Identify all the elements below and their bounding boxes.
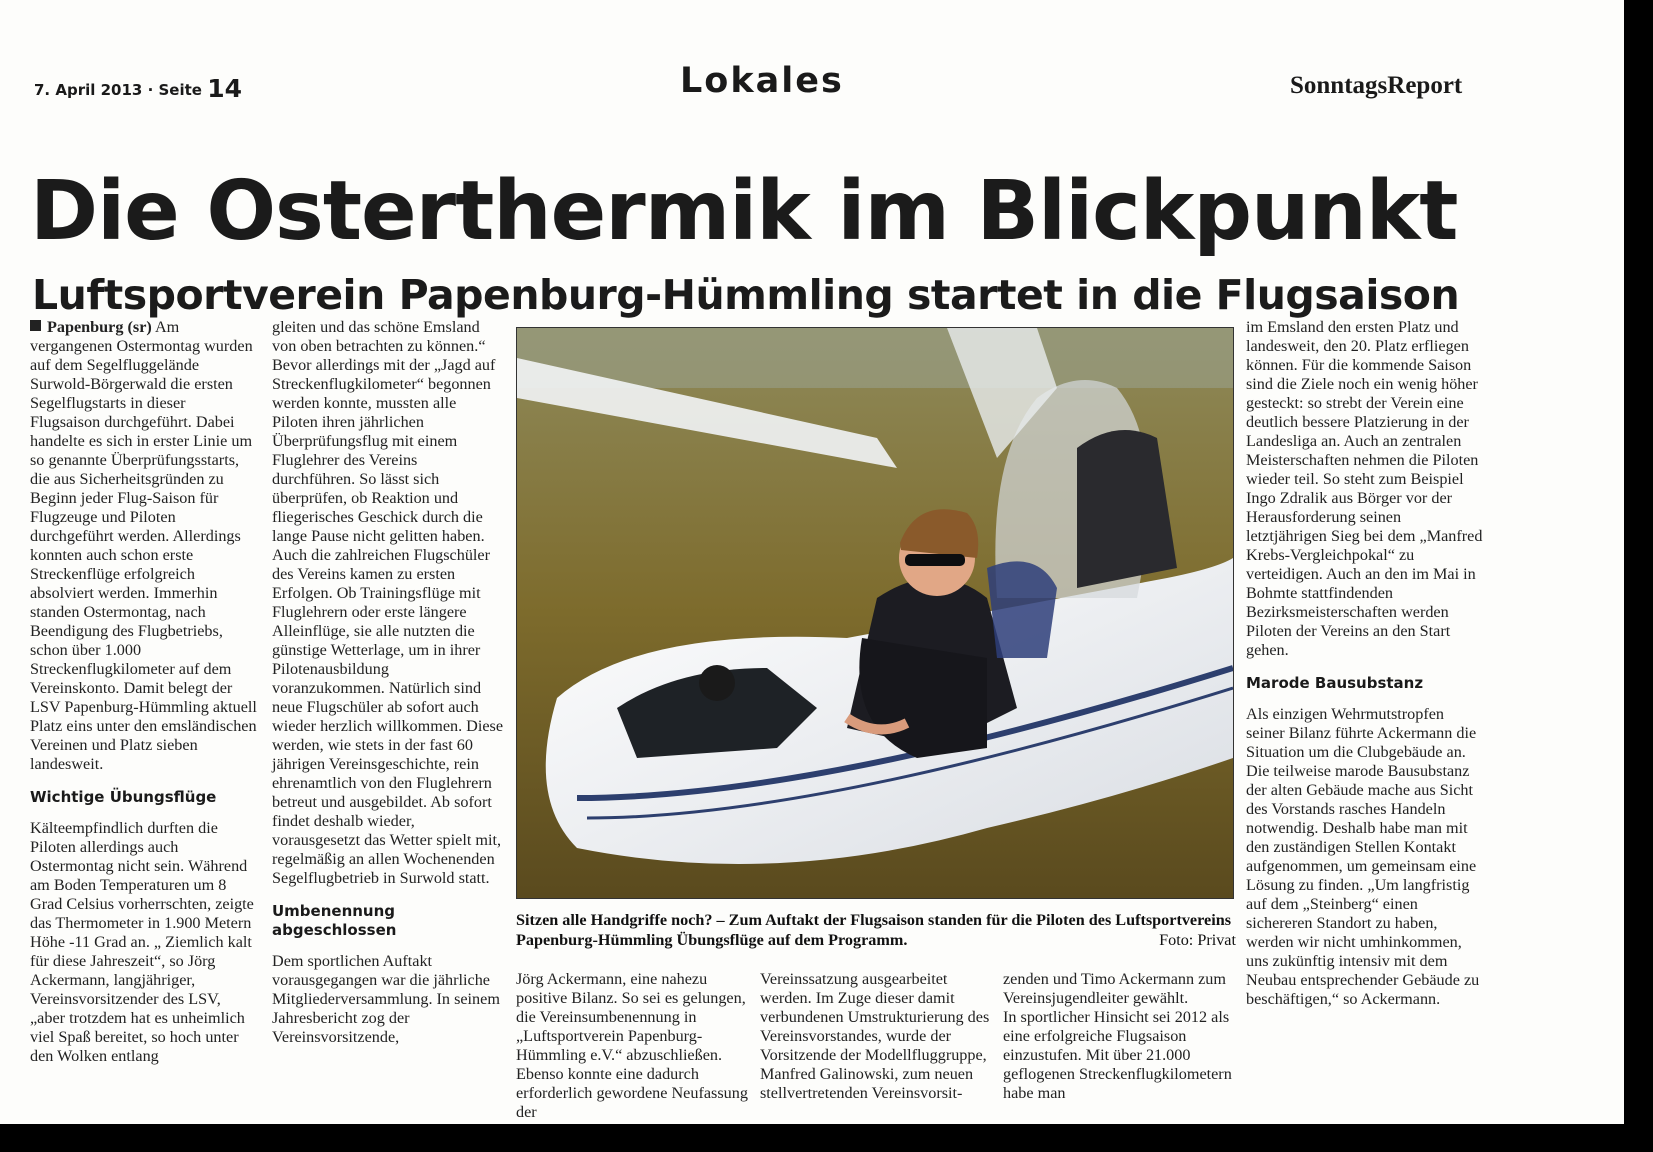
subheading-marode-bausubstanz: Marode Bausubstanz <box>1246 674 1424 692</box>
article-photo <box>516 327 1234 899</box>
column-4-text-1: Vereinssatzung ausgearbeitet werden. Im Zuge dieser damit verbundenen Umstrukturierung des Vereinsvorstandes, wurde der Vorsitzende der Modellfluggruppe, Manfred Galinowski, zum neuen stellvertretenden Vereinsvorsit- <box>760 970 990 1102</box>
column-6-text-2: Als einzigen Wehrmutstropfen seiner Bilanz führte Ackermann die Situation um die Clubgebäude an. Die teilweise marode Bausubstanz der alten Gebäude mache aus Sicht des Vorstands rasches Handeln notwendig. Deshalb habe man mit den zuständigen Stellen Kontakt aufgenommen, um gemeinsam eine Lösung zu finden. „Um langfristig auf dem „Steinberg“ einen sichereren Standort zu haben, werden wir nicht umhinkommen, uns zukünftig intensiv mit dem Neubau entsprechender Gebäude zu beschäftigen,“ so Ackermann. <box>1246 705 1480 1008</box>
column-1-text-2: Kälteempfindlich durften die Piloten allerdings auch Ostermontag nicht sein. Während am Boden Temperaturen um 8 Grad Celsius vorherrschten, zeigte das Thermometer in 1.900 Metern Höhe -11 Grad an. „ Ziemlich kalt für diese Jahreszeit“, so Jörg Ackermann, langjähriger, Vereinsvorsitzender des LSV, „aber trotzdem hat es unheimlich viel Spaß bereitet, so hoch unter den Wolken entlang <box>30 819 254 1065</box>
masthead-page-number: 14 <box>207 74 242 103</box>
headline: Die Osterthermik im Blickpunkt <box>30 163 1458 259</box>
article-column-4 <box>760 970 992 1103</box>
photo-credit: Foto: Privat <box>1159 931 1236 949</box>
column-5-text-2: In sportlicher Hinsicht sei 2012 als eine erfolgreiche Flugsaison einzustufen. Mit über 21.000 geflogenen Streckenflugkilometern habe man <box>1003 1008 1232 1102</box>
article-column-6 <box>1246 318 1484 1009</box>
article-column-5 <box>1003 970 1235 1103</box>
masthead-section: Lokales <box>680 61 844 101</box>
masthead-publication: SonntagsReport <box>1290 72 1463 99</box>
column-1-text-1: Am vergangenen Ostermontag wurden auf dem Segelfluggelände Surwold-Börgerwald die ersten Segelflugstarts in dieser Flugsaison durchgeführt. Dabei handelte es sich in erster Linie um so genannte Überprüfungsstarts, die aus Sicherheitsgründen zu Beginn jeder Flug-Saison für Flugzeuge und Piloten durchgeführt werden. Allerdings konnten auch schon erste Streckenflüge erfolgreich absolviert werden. Immerhin standen Ostermontag, nach Beendigung des Flugbetriebs, schon über 1.000 Streckenflugkilometer auf dem Vereinskonto. Damit belegt der LSV Papenburg-Hümmling aktuell Platz eins unter den emsländischen Vereinen und Platz sieben landesweit. <box>30 318 257 773</box>
article-column-1 <box>30 318 258 1066</box>
column-2-text-1: gleiten und das schöne Emsland von oben betrachten zu können.“ <box>272 318 486 355</box>
masthead-date <box>34 74 242 103</box>
column-2-text-2: Bevor allerdings mit der „Jagd auf Streckenflugkilometer“ begonnen werden konnte, mussten alle Piloten ihren jährlichen Überprüfungsflug mit einem Fluglehrer des Vereins durchführen. So lässt sich überprüfen, ob Reaktion und fliegerisches Geschick durch die lange Pause nicht gelitten haben. <box>272 356 496 545</box>
column-6-text-1: im Emsland den ersten Platz und landesweit, den 20. Platz erfliegen können. Für die kommende Saison sind die Ziele noch ein wenig höher gesteckt: so strebt der Verein eine deutlich bessere Platzierung in der Landesliga an. Auch an zentralen Meisterschaften nehmen die Piloten wieder teil. So steht zum Beispiel Ingo Zdralik aus Börger vor der Herausforderung seinen letztjährigen Sieg bei dem „Manfred Krebs-Vergleichpokal“ zu verteidigen. Auch an den im Mai in Bohmte stattfindenden Bezirksmeisterschaften werden Piloten der Vereins an den Start gehen. <box>1246 318 1483 659</box>
column-2-text-4: Dem sportlichen Auftakt vorausgegangen war die jährliche Mitgliederversammlung. In seinem Jahresbericht zog der Vereinsvorsitzende, <box>272 952 500 1046</box>
dateline: Papenburg (sr) <box>47 318 152 336</box>
photo-caption <box>516 910 1236 950</box>
subheading-wichtige-uebungsfluege: Wichtige Übungsflüge <box>30 788 217 806</box>
bullet-square-icon <box>30 320 41 331</box>
column-1-paragraph-1 <box>30 318 258 774</box>
column-3-text-1: Jörg Ackermann, eine nahezu positive Bilanz. So sei es gelungen, die Vereinsumbenennung in „Luftsportverein Papenburg-Hümmling e.V.“ abzuschließen. Ebenso konnte eine dadurch erforderlich gewordene Neufassung der <box>516 970 748 1121</box>
column-2-text-3: Auch die zahlreichen Flugschüler des Vereins kamen zu ersten Erfolgen. Ob Trainingsflüge mit Fluglehrern oder erste längere Alleinflüge, sie alle nutzten die günstige Wetterlage, um in ihrer Pilotenausbildung voranzukommen. Natürlich sind neue Flugschüler ab sofort auch wieder herzlich willkommen. Diese werden, wie stets in der fast 60 jährigen Vereinsgeschichte, rein ehrenamtlich von den Fluglehrern betreut und ausgebildet. Ab sofort findet deshalb wieder, vorausgesetzt das Wetter spielt mit, regelmäßig an allen Wochenenden Segelflugbetrieb in Surwold statt. <box>272 546 504 887</box>
article-column-2 <box>272 318 504 1047</box>
subheading-umbenennung: Umbenennung abgeschlossen <box>272 902 397 939</box>
masthead-date-text: 7. April 2013 · Seite <box>34 81 202 99</box>
photo-caption-text: Sitzen alle Handgriffe noch? – Zum Auftakt der Flugsaison standen für die Piloten des Luftsportvereins Papenburg-Hümmling Übungsflüge auf dem Programm. <box>516 911 1231 949</box>
subheadline: Luftsportverein Papenburg-Hümmling startet in die Flugsaison <box>32 271 1460 320</box>
article-column-3 <box>516 970 748 1122</box>
glider-cockpit-photo-illustration <box>517 328 1233 898</box>
column-5-text-1: zenden und Timo Ackermann zum Vereinsjugendleiter gewählt. <box>1003 970 1226 1007</box>
